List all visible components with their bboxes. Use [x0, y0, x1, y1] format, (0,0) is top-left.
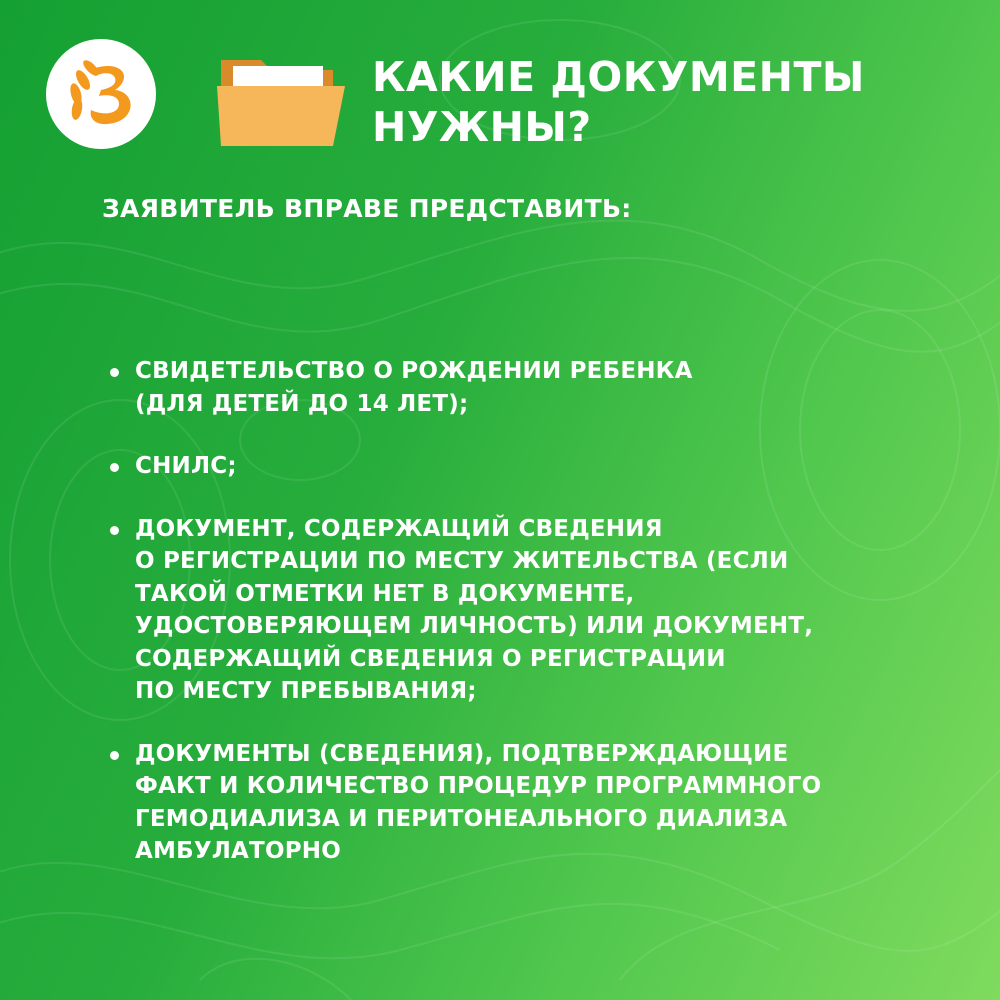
- bullet-icon: [110, 526, 119, 535]
- list-item-text: СНИЛС;: [135, 453, 237, 479]
- list-item-dialysis-documents: [102, 738, 962, 868]
- folder-icon: [215, 50, 350, 150]
- list-item-text: ДОКУМЕНТЫ (СВЕДЕНИЯ), ПОДТВЕРЖДАЮЩИЕ ФАКТ И КОЛИЧЕСТВО ПРОЦЕДУР ПРОГРАММНОГО ГЕМОДИАЛИЗА И ПЕРИТОНЕАЛЬНОГО ДИАЛИЗА АМБУЛАТОРНО: [135, 740, 822, 864]
- list-item-text: СВИДЕТЕЛЬСТВО О РОЖДЕНИИ РЕБЕНКА (ДЛЯ ДЕТЕЙ ДО 14 ЛЕТ);: [135, 358, 693, 417]
- list-item-snils: [102, 450, 962, 483]
- documents-list: [102, 355, 962, 898]
- list-item-text: ДОКУМЕНТ, СОДЕРЖАЩИЙ СВЕДЕНИЯ О РЕГИСТРАЦИИ ПО МЕСТУ ЖИТЕЛЬСТВА (ЕСЛИ ТАКОЙ ОТМЕТКИ НЕТ В ДОКУМЕНТЕ, УДОСТОВЕРЯЮЩЕМ ЛИЧНОСТЬ) ИЛИ ДОКУМЕНТ, СОДЕРЖАЩИЙ СВЕДЕНИЯ О РЕГИСТРАЦИИ ПО МЕСТУ ПРЕБЫВАНИЯ;: [135, 515, 814, 704]
- bullet-icon: [110, 463, 119, 472]
- page-title: КАКИЕ ДОКУМЕНТЫ НУЖНЫ?: [372, 53, 865, 151]
- wheat-b-logo-icon: [45, 38, 157, 150]
- bullet-icon: [110, 751, 119, 760]
- bullet-icon: [110, 368, 119, 377]
- section-subtitle: ЗАЯВИТЕЛЬ ВПРАВЕ ПРЕДСТАВИТЬ:: [102, 194, 632, 223]
- list-item-birth-certificate: [102, 355, 962, 420]
- list-item-registration-document: [102, 513, 962, 708]
